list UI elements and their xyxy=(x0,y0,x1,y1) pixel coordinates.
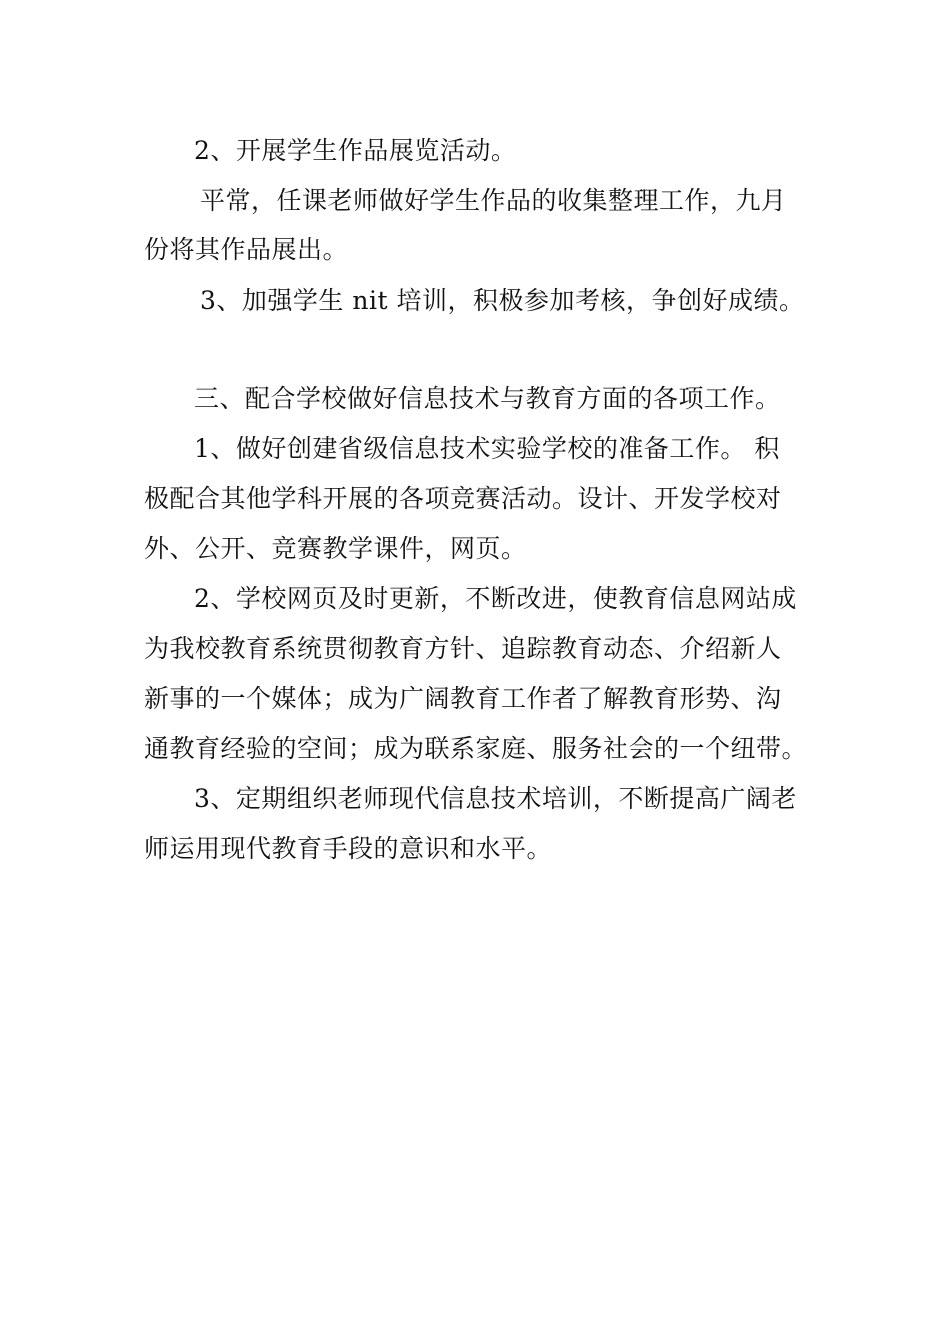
paragraph-line: 外、公开、竞赛教学课件，网页。 xyxy=(144,534,527,563)
paragraph-line: 极配合其他学科开展的各项竞赛活动。设计、开发学校对 xyxy=(144,484,782,513)
paragraph-line: 1、做好创建省级信息技术实验学校的准备工作。 积 xyxy=(194,434,780,463)
paragraph-line: 新事的一个媒体；成为广阔教育工作者了解教育形势、沟 xyxy=(144,684,782,713)
paragraph-line: 3、加强学生 nit 培训，积极参加考核，争创好成绩。 xyxy=(200,286,805,315)
paragraph-line: 2、开展学生作品展览活动。 xyxy=(194,136,517,165)
paragraph-line: 3、定期组织老师现代信息技术培训，不断提高广阔老 xyxy=(194,784,797,813)
paragraph-line: 份将其作品展出。 xyxy=(144,235,349,264)
paragraph-line: 平常，任课老师做好学生作品的收集整理工作，九月 xyxy=(200,186,787,215)
paragraph-line: 师运用现代教育手段的意识和水平。 xyxy=(144,834,553,863)
paragraph-line: 通教育经验的空间；成为联系家庭、服务社会的一个纽带。 xyxy=(144,734,808,763)
paragraph-line: 2、学校网页及时更新，不断改进，使教育信息网站成 xyxy=(194,584,797,613)
paragraph-line: 为我校教育系统贯彻教育方针、追踪教育动态、介绍新人 xyxy=(144,634,782,663)
section-heading: 三、配合学校做好信息技术与教育方面的各项工作。 xyxy=(194,384,781,413)
